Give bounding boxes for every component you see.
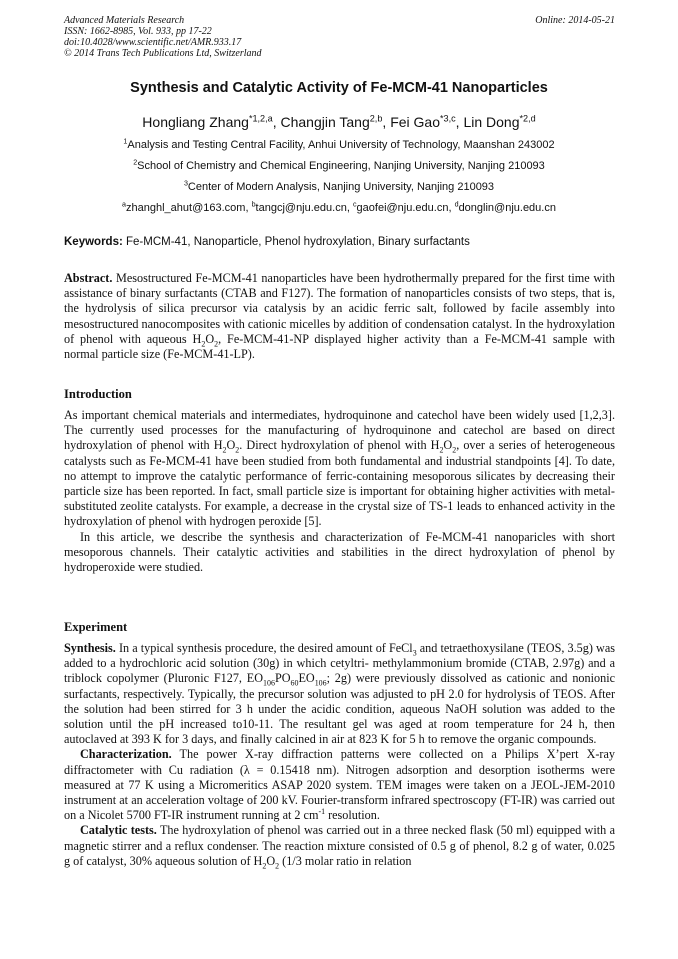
subscript: 2 [222,445,227,455]
email-list: $^a$zhanghl_ahut@163.com, $^b$tangcj@nju.edu.cn, $^c$gaofei@nju.edu.cn, $^d$donglin@nju.edu.cn [122,200,556,214]
paragraph-text: The hydroxylation of phenol was carried out in a three necked flask (50 ml) equipped with a magnetic stirrer and a reflux condenser. The reaction mixture consisted of 0.5 g of phenol, 8.2 g of water, 0.025 g of catalyst, 30% aqueous solution of H [64,823,615,868]
intro-paragraph-2: In this article, we describe the synthesis and characterization of Fe-MCM-41 nanoparicles with short mesoporous channels. Their catalytic activities and stabilities in the direct hydroxylation of phenol by hydroperoxide were studied. [64,529,615,575]
paragraph-text: O [266,853,276,868]
subscript: 106 [314,678,327,688]
catalytic-tests-label: Catalytic tests. [80,823,157,838]
paragraph-text: O [226,438,236,453]
keywords-label: Keywords: [64,236,123,248]
subscript: 2 [262,861,267,871]
paragraph-text: . Direct hydroxylation of phenol with H [239,438,440,453]
author-mark: *1,2,a [248,113,273,124]
email-address[interactable]: tangcj@nju.edu.cn [255,202,347,214]
keywords [64,236,615,248]
paragraph-text: The power X-ray diffraction patterns were collected on a Philips X’pert X-ray diffractometer with Cu radiation (λ = 0.15418 nm). Nitrogen adsorption and desorption isotherms were measured at 77 K using a Micromeritics ASAP 2020 system. TEM images were taken on a JEOL-JEM-2010 instrument at an acceleration voltage of 200 kV. Fourier-transform infrared spectroscopy (FT-IR) was carried out on a Nicolet 5700 FT-IR instrument running at 2 cm [64,747,615,823]
paragraph-text: PO [274,671,291,686]
email-address[interactable]: gaofei@nju.edu.cn [356,202,449,214]
affiliation-mark: 3 [183,179,188,188]
abstract [64,271,615,362]
author-mark: *3,c [440,113,456,124]
subscript: 2 [235,445,240,455]
email-mark: c [352,200,357,209]
author-name: Changjin Tang [280,114,370,130]
introduction-body [64,408,615,575]
copyright-line: © 2014 Trans Tech Publications Ltd, Switzerland [64,48,262,59]
author-name: Hongliang Zhang [142,114,249,130]
affiliation-text: Center of Modern Analysis, Nanjing University, Nanjing 210093 [187,181,495,193]
email-address[interactable]: zhanghl_ahut@163.com [126,202,246,214]
subscript: 2 [214,339,219,349]
paper-title: Synthesis and Catalytic Activity of Fe-MCM-41 Nanoparticles [130,80,548,96]
paragraph-text: and tetraethoxysilane (TEOS, 3.5g) was added to a hydrochloric acid solution (30g) in which cetyltri- methylammonium bromide (CTAB, 2.97g) and a triblock copolymer (Pluronic F127, EO [64,641,615,686]
affiliation-2 [0,160,678,172]
affiliation-mark: 1 [123,137,128,146]
subscript: 2 [439,445,444,455]
author-mark: 2,b [369,113,383,124]
affiliation-text: School of Chemistry and Chemical Engineering, Nanjing University, Nanjing 210093 [137,160,545,172]
paragraph-text: (1/3 molar ratio in relation [279,853,412,868]
email-address[interactable]: donglin@nju.edu.cn [458,202,556,214]
synthesis-label: Synthesis. [64,641,116,655]
paragraph-text: In a typical synthesis procedure, the desired amount of FeCl [118,641,413,655]
subscript: 3 [412,648,417,658]
paragraph-text: resolution. [325,808,380,823]
email-mark: b [251,200,256,209]
subscript: 106 [263,678,275,688]
paragraph-text: EO [298,671,315,686]
email-mark: d [454,200,459,209]
author-name: Lin Dong [463,114,520,130]
author-mark: *2,d [519,113,536,124]
affiliation-1 [0,139,678,151]
paragraph-text: As important chemical materials and intermediates, hydroquinone and catechol have been widely used [1,2,3]. The currently used processes for the manufacturing of hydroquinone and catechol are based on direct hydroxylation of phenol with H [64,408,615,453]
affiliation-mark: 2 [133,158,138,167]
author-list: Hongliang Zhang$^{*1,2,a}$, Changjin Tang$^{2,b}$, Fei Gao$^{*3,c}$, Lin Dong$^{*2,d}$ [142,113,536,130]
paragraph-text: O [443,438,453,453]
author-name: Fei Gao [390,114,440,130]
subscript: 2 [275,861,280,871]
abstract-text: O [205,331,215,346]
experiment-heading: Experiment [64,620,128,634]
subscript: 60 [290,678,299,688]
online-date: Online: 2014-05-21 [535,15,615,26]
abstract-label: Abstract. [64,271,113,285]
subscript: 2 [201,339,206,349]
characterization-label: Characterization. [80,747,172,762]
doi-line: doi:10.4028/www.scientific.net/AMR.933.17 [64,37,242,48]
affiliation-text: Analysis and Testing Central Facility, Anhui University of Technology, Maanshan 243002 [127,139,555,151]
paragraph-text: ; 2g) were previously dissolved as cationic and nonionic surfactants, respectively. Typically, the precursor solution was adjusted to pH 2.0 for hydrolysis of TEOS. After the solution had been stirred for 3 h under the acidic condition, aqueous NaOH solution was added to the solution until the pH increased to10-11. The resultant gel was aged at room temperature for 24 h, then autoclaved at 393 K for 3 days, and finally calcined in air at 823 K for 5 h to remove the organic compounds. [64,671,615,747]
abstract-text: Mesostructured Fe-MCM-41 nanoparticles have been hydrothermally prepared for the first time with assistance of binary surfactants (CTAB and F127). The formation of nanoparticles consists of two steps, that is, the hydrolysis of silica precursor via catalysis by an acidic ferric salt, followed by facile assembly into mesostructured nanocomposites with cationic micelles by addition of condensation catalyst. In the hydroxylation of phenol with aqueous H [64,271,615,346]
running-header [64,15,615,59]
subscript: 2 [452,445,457,455]
journal-name: Advanced Materials Research [64,15,185,26]
affiliation-3 [0,181,678,193]
abstract-text: , Fe-MCM-41-NP displayed higher activity than a Fe-MCM-41 sample with normal particle size (Fe-MCM-41-LP). [64,331,616,362]
experiment-body [64,641,615,869]
email-mark: a [122,200,127,209]
issn-line: ISSN: 1662-8985, Vol. 933, pp 17-22 [64,26,212,37]
keywords-text: Fe-MCM-41, Nanoparticle, Phenol hydroxylation, Binary surfactants [126,236,470,248]
introduction-heading: Introduction [64,387,132,401]
paragraph-text: , over a series of heterogeneous catalysts such as Fe-MCM-41 have been studied from both fundamental and industrial standpoints [4]. To date, no attempt to improve the catalytic performance of ferric-containing mesoporous silicates by decreasing their particle size has been reported. In fact, small particle size is important for obtaining higher activities with metal-substituted zeolite catalysts. For example, a decrease in the crystal size of TS-1 leads to enhanced activity in the hydroxylation of phenol with hydrogen peroxide [5]. [64,438,616,529]
superscript: -1 [318,807,326,817]
